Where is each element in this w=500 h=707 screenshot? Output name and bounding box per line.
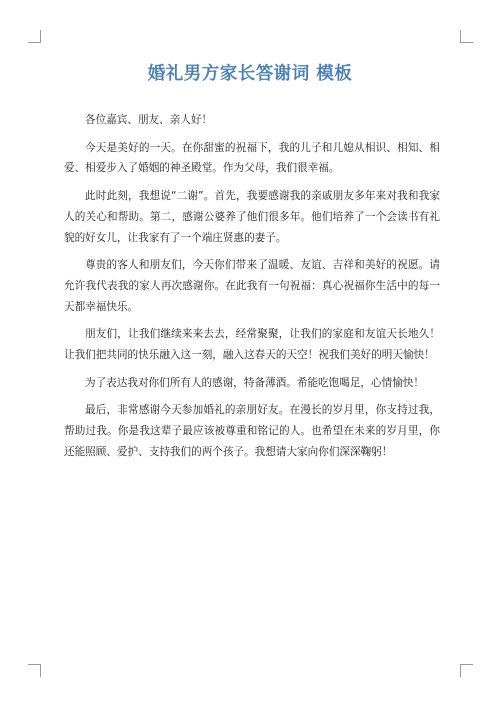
paragraph: 今天是美好的一天。在你甜蜜的祝福下，我的儿子和儿媳从相识、相知、相爱、相爱步入了婚姻的神圣殿堂。作为父母，我们很幸福。	[64, 141, 440, 175]
paragraph-closing: 最后，非常感谢今天参加婚礼的亲朋好友。在漫长的岁月里，你支持过我，帮助过我。你是我这辈子最应该被尊重和铭记的人。也希望在未来的岁月里，你还能照顾、爱护、支持我们的两个孩子。我想请大家向你们深深鞠躬！	[64, 404, 440, 458]
document-body	[64, 110, 440, 470]
document-title: 婚礼男方家长答谢词 模板	[147, 64, 353, 84]
paragraph-greeting: 各位嘉宾、朋友、亲人好！	[85, 114, 213, 126]
paragraph: 此时此刻，我想说“二谢”。首先，我要感谢我的亲戚朋友多年来对我和我家人的关心和帮助。第二，感谢公婆养了他们很多年。他们培养了一个会读书有礼貌的好女儿，让我家有了一个端庄贤惠的妻子。	[64, 190, 440, 244]
paragraph: 为了表达我对你们所有人的感谢，特备薄酒。希能吃饱喝足，心情愉快！	[85, 376, 424, 389]
corner-mark-top-right	[460, 30, 473, 43]
corner-mark-top-left	[28, 30, 41, 43]
paragraph: 尊贵的客人和朋友们，今天你们带来了温暖、友谊、吉祥和美好的祝愿。请允许我代表我的家人再次感谢你。在此我有一句祝福：真心祝福你生活中的每一天都幸福快乐。	[64, 259, 440, 313]
paragraph: 朋友们，让我们继续来来去去，经常聚聚，让我们的家庭和友谊天长地久！让我们把共同的快乐融入这一刻，融入这春天的天空！祝我们美好的明天愉快！	[64, 328, 440, 362]
corner-mark-bottom-right	[460, 664, 473, 677]
corner-mark-bottom-left	[28, 664, 41, 677]
